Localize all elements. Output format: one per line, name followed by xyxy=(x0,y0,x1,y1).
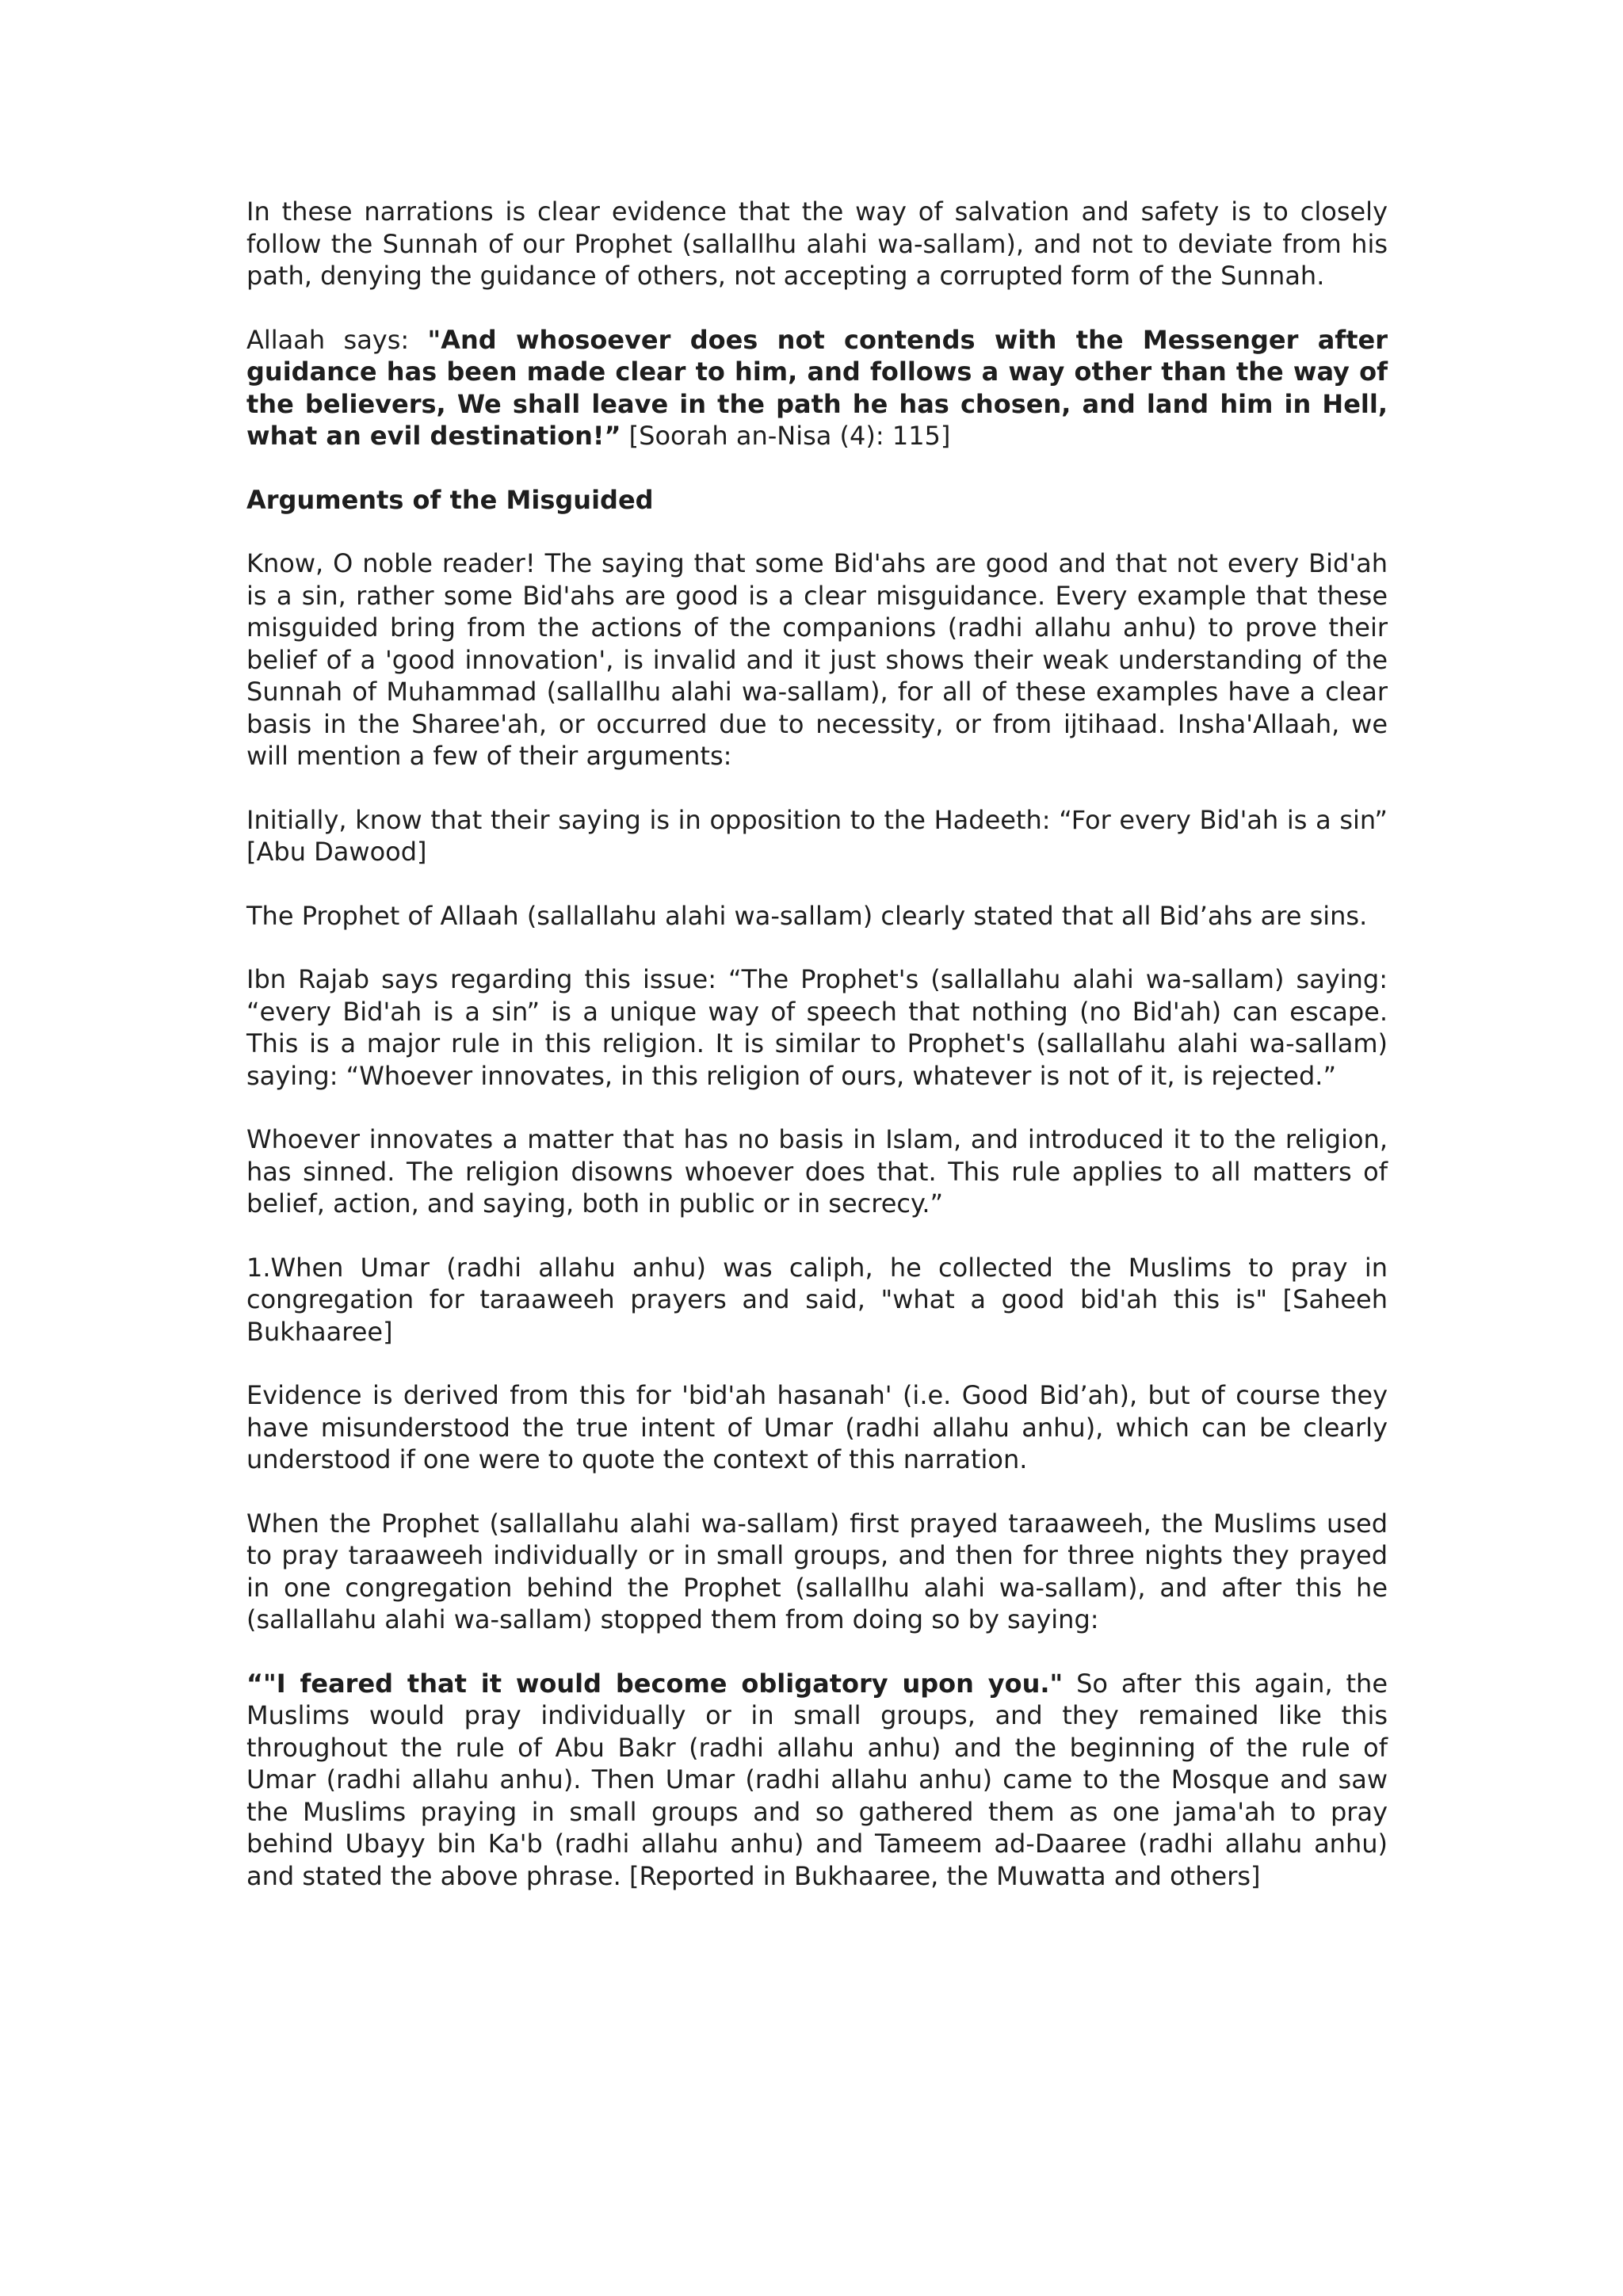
paragraph-evidence-derived: Evidence is derived from this for 'bid'ah hasanah' (i.e. Good Bid’ah), but of course they have misunderstood the true intent of Umar (radhi allahu anhu), which can be clearly understood if one were to quote the context of this narration. xyxy=(246,1380,1388,1474)
narration-continuation: So after this again, the Muslims would pray individually or in small groups, and they remained like this throughout the rule of Abu Bakr (radhi allahu anhu) and the beginning of the rule of Umar (radhi allahu anhu). Then Umar (radhi allahu anhu) came to the Mosque and saw the Muslims praying in small groups and so gathered them as one jama'ah to pray behind Ubayy bin Ka'b (radhi allahu anhu) and Tameem ad-Daaree (radhi allahu anhu) and stated the above phrase. [Reported in Bukhaaree, the Muwatta and others] xyxy=(246,1668,1388,1891)
quran-verse: "And whosoever does not contends with the Messenger after guidance has been made clear to him, and follows a way other than the way of the believers, We shall leave in the path he has chosen, and land him in Hell, what an evil destination!” xyxy=(246,324,1388,451)
prophet-quote: “"I feared that it would become obligatory upon you." xyxy=(246,1668,1064,1699)
document-page xyxy=(246,196,1388,1924)
paragraph-umar-caliph: 1.When Umar (radhi allahu anhu) was caliph, he collected the Muslims to pray in congregation for taraaweeh prayers and said, "what a good bid'ah this is" [Saheeh Bukhaaree] xyxy=(246,1252,1388,1347)
paragraph-hadeeth-opposition: Initially, know that their saying is in opposition to the Hadeeth: “For every Bid'ah is a sin” [Abu Dawood] xyxy=(246,804,1388,867)
verse-reference: [Soorah an-Nisa (4): 115] xyxy=(621,421,951,451)
paragraph-whoever-innovates: Whoever innovates a matter that has no basis in Islam, and introduced it to the religion, has sinned. The religion disowns whoever does that. This rule applies to all matters of belief, action, and saying, both in public or in secrecy.” xyxy=(246,1124,1388,1219)
paragraph-feared-obligatory xyxy=(246,1668,1388,1893)
quote-intro: Allaah says: xyxy=(246,324,428,355)
paragraph-noble-reader: Know, O noble reader! The saying that some Bid'ahs are good and that not every Bid'ah is a sin, rather some Bid'ahs are good is a clear misguidance. Every example that these misguided bring from the actions of the companions (radhi allahu anhu) to prove their belief of a 'good innovation', is invalid and it just shows their weak understanding of the Sunnah of Muhammad (sallallhu alahi wa-sallam), for all of these examples have a clear basis in the Sharee'ah, or occurred due to necessity, or from ijtihaad. Insha'Allaah, we will mention a few of their arguments: xyxy=(246,548,1388,771)
section-heading: Arguments of the Misguided xyxy=(246,484,654,515)
paragraph-quran-quote xyxy=(246,324,1388,452)
paragraph-all-bidahs-sins: The Prophet of Allaah (sallallahu alahi wa-sallam) clearly stated that all Bid’ahs are sins. xyxy=(246,900,1368,931)
paragraph-ibn-rajab: Ibn Rajab says regarding this issue: “The Prophet's (sallallahu alahi wa-sallam) saying: “every Bid'ah is a sin” is a unique way of speech that nothing (no Bid'ah) can escape. This is a major rule in this religion. It is similar to Prophet's (sallallahu alahi wa-sallam) saying: “Whoever innovates, in this religion of ours, whatever is not of it, is rejected.” xyxy=(246,964,1388,1091)
paragraph-salvation: In these narrations is clear evidence that the way of salvation and safety is to closely follow the Sunnah of our Prophet (sallallhu alahi wa-sallam), and not to deviate from his path, denying the guidance of others, not accepting a corrupted form of the Sunnah. xyxy=(246,196,1388,291)
paragraph-taraaweeh: When the Prophet (sallallahu alahi wa-sallam) first prayed taraaweeh, the Muslims used to pray taraaweeh individually or in small groups, and then for three nights they prayed in one congregation behind the Prophet (sallallhu alahi wa-sallam), and after this he (sallallahu alahi wa-sallam) stopped them from doing so by saying: xyxy=(246,1508,1388,1634)
